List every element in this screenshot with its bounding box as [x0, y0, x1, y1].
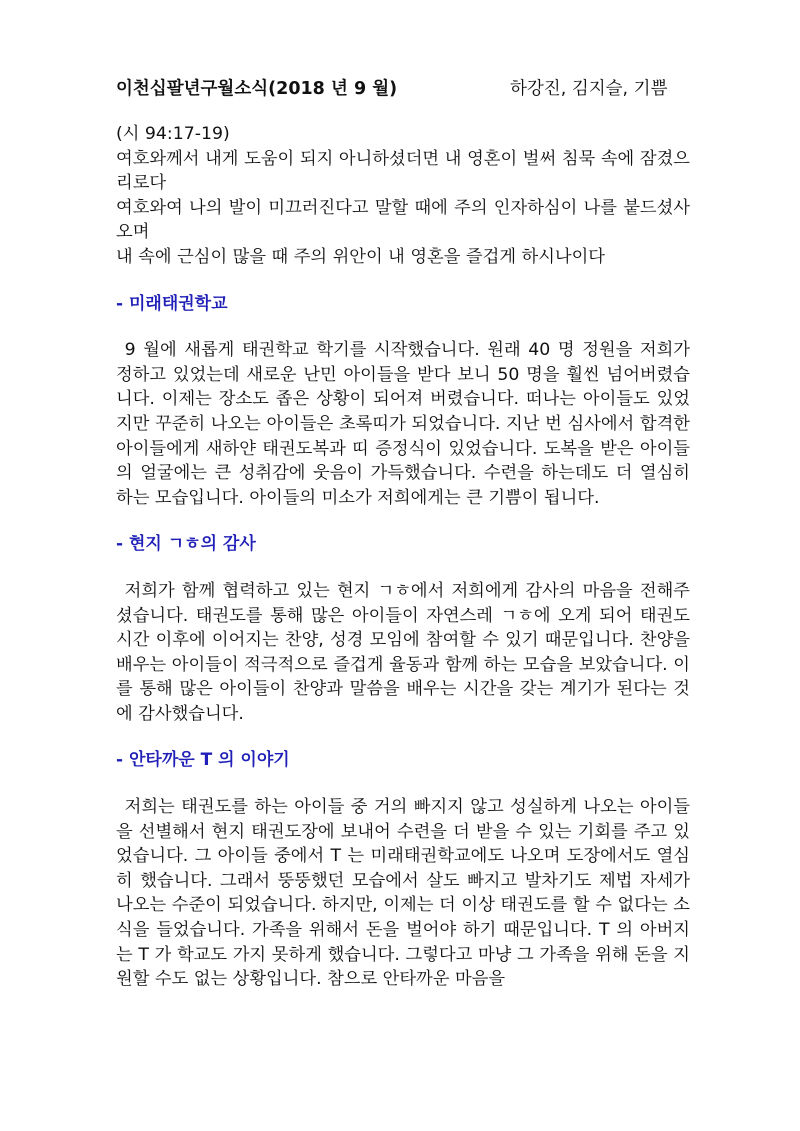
section-title-taekwondo-school: - 미래태권학교 [116, 293, 228, 314]
section-paragraph-taekwondo-school: 9 월에 새롭게 태권학교 학기를 시작했습니다. 원래 40 명 정원을 저희가 정하고 있었는데 새로운 난민 아이들을 받다 보니 50 명을 훨씬 넘어버렸습니다. 이제는 장소도 좁은 상황이 되어져 버렸습니다. 떠나는 아이들도 있었지만 꾸준히 나오는 아이들은 초록띠가 되었습니다. 지난 번 심사에서 합격한 아이들에게 새하얀 태권도복과 띠 증정식이 있었습니다. 도복을 받은 아이들의 얼굴에는 큰 성취감에 웃음이 가득했습니다. 수련을 하는데도 더 열심히 하는 모습입니다. 아이들의 미소가 저희에게는 큰 기쁨이 됩니다. [116, 340, 690, 508]
newsletter-title: 이천십팔년구월소식(2018 년 9 월) [116, 79, 398, 99]
scripture-verse: 내 속에 근심이 많을 때 주의 위안이 내 영혼을 즐겁게 하시나이다 [116, 246, 605, 267]
newsletter-authors: 하강진, 김지슬, 기쁨 [510, 79, 668, 99]
scripture-verse: 여호와여 나의 발이 미끄러진다고 말할 때에 주의 인자하심이 나를 붙드셨사오며 [116, 197, 690, 243]
scripture-verse: 여호와께서 내게 도움이 되지 아니하셨더면 내 영혼이 벌써 침묵 속에 잠겼으리로다 [116, 148, 690, 194]
scripture-reference: (시 94:17-19) [116, 124, 230, 144]
section-paragraph-local-thanks: 저희가 함께 협력하고 있는 현지 ㄱㅎ에서 저희에게 감사의 마음을 전해주셨습니다. 태권도를 통해 많은 아이들이 자연스레 ㄱㅎ에 오게 되어 태권도 시간 이후에 이어지는 찬양, 성경 모임에 참여할 수 있기 때문입니다. 찬양을 배우는 아이들이 적극적으로 즐겁게 율동과 함께 하는 모습을 보았습니다. 이를 통해 많은 아이들이 찬양과 말씀을 배우는 시간을 갖는 계기가 된다는 것에 감사했습니다. [116, 580, 690, 724]
document-body [116, 122, 690, 992]
newsletter-header [116, 76, 690, 102]
section-paragraph-t-story: 저희는 태권도를 하는 아이들 중 거의 빠지지 않고 성실하게 나오는 아이들을 선별해서 현지 태권도장에 보내어 수련을 더 받을 수 있는 기회를 주고 있었습니다. 그 아이들 중에서 T 는 미래태권학교에도 나오며 도장에서도 열심히 했습니다. 그래서 뚱뚱했던 모습에서 살도 빠지고 발차기도 제법 자세가 나오는 수준이 되었습니다. 하지만, 이제는 더 이상 태권도를 할 수 없다는 소식을 들었습니다. 가족을 위해서 돈을 벌어야 하기 때문입니다. T 의 아버지는 T 가 학교도 가지 못하게 했습니다. 그렇다고 마냥 그 가족을 위해 돈을 지원할 수도 없는 상황입니다. 참으로 안타까운 마음을 [116, 797, 690, 990]
section-title-t-story: - 안타까운 T 의 이야기 [116, 750, 290, 771]
section-title-local-thanks: - 현지 ㄱㅎ의 감사 [116, 534, 256, 555]
